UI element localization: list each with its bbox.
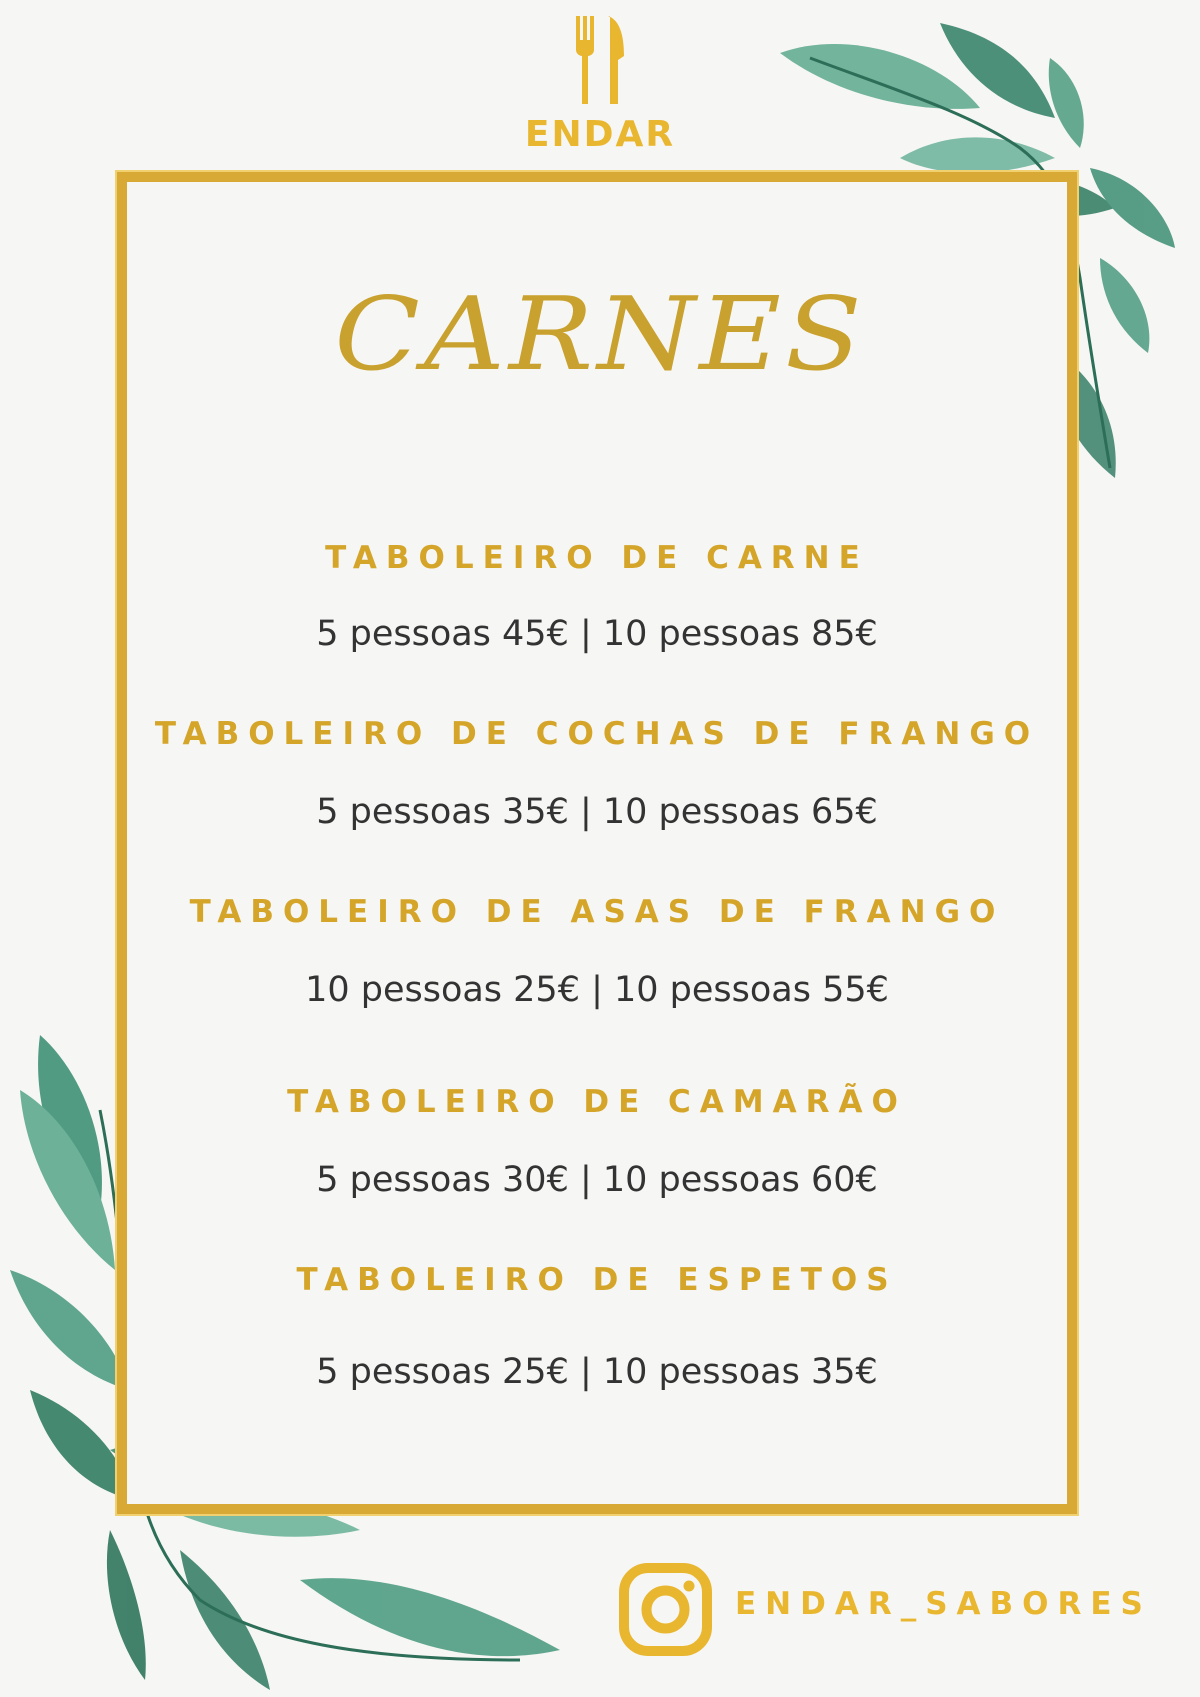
menu-item-price: 5 pessoas 30€ | 10 pessoas 60€	[316, 1160, 878, 1200]
menu-item-price: 5 pessoas 35€ | 10 pessoas 65€	[316, 792, 878, 832]
instagram-icon[interactable]	[618, 1562, 713, 1657]
brand-logo	[515, 16, 685, 156]
fork-knife-icon	[574, 16, 626, 104]
brand-name: ENDAR	[524, 114, 676, 155]
menu-item-name: TABOLEIRO DE CARNE	[325, 540, 869, 576]
menu-item-price: 5 pessoas 45€ | 10 pessoas 85€	[316, 614, 878, 654]
menu-item-name: TABOLEIRO DE CAMARÃO	[287, 1084, 907, 1120]
menu-item-name: TABOLEIRO DE ESPETOS	[296, 1262, 898, 1298]
menu-item-name: TABOLEIRO DE ASAS DE FRANGO	[189, 894, 1005, 930]
menu-item-price: 10 pessoas 25€ | 10 pessoas 55€	[305, 970, 889, 1010]
menu-item-price: 5 pessoas 25€ | 10 pessoas 35€	[316, 1352, 878, 1392]
menu-item-name: TABOLEIRO DE COCHAS DE FRANGO	[154, 716, 1040, 752]
instagram-handle[interactable]: ENDAR_SABORES	[735, 1586, 1152, 1622]
section-title: CARNES	[334, 276, 866, 394]
